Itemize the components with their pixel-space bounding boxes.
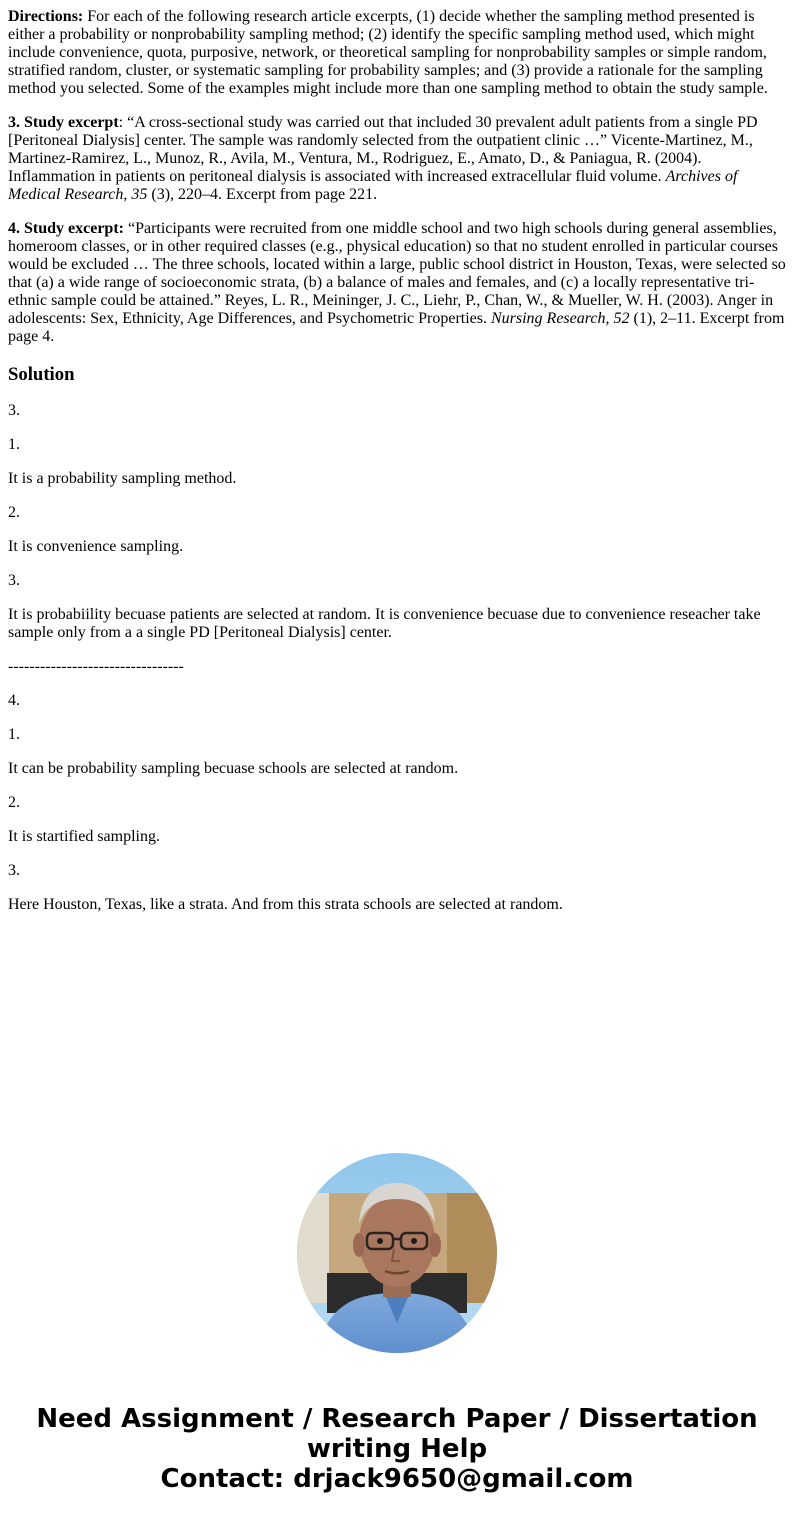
solution-line: 4. [8,692,20,709]
excerpt-3-label: 3. Study excerpt [8,114,119,131]
author-avatar [297,1153,497,1353]
solution-line: It is a probability sampling method. [8,470,237,487]
excerpt-4-journal: Nursing Research [490,310,606,327]
solution-line: It is convenience sampling. [8,538,184,555]
document-body [8,0,788,930]
excerpt-4-label: 4. Study excerpt: [8,220,124,237]
solution-heading: Solution [8,364,75,385]
solution-line: 2. [8,504,20,521]
excerpt-4-paragraph [8,220,788,346]
excerpt-3-journal: Archives of Medical Research [8,168,738,203]
solution-line: 3. [8,572,20,589]
footer-line-2: writing Help [306,1434,488,1464]
solution-divider: --------------------------------- [8,658,184,675]
excerpt-3-volume: 35 [131,186,148,203]
excerpt-4-separator: , [605,310,614,327]
directions-text: For each of the following research article excerpts, (1) decide whether the sampling method presented is either a probability or nonprobability sampling method; (2) identify the specific sampling method used, which might include convenience, quota, purposive, network, or theoretical sampling for nonprobability samples or simple random, stratified random, cluster, or systematic sampling for probability samples; and (3) provide a rationale for the sampling method you selected. Some of the examples might include more than one sampling method to obtain the study sample. [8,8,768,97]
solution-body [8,402,788,914]
solution-line: It is startified sampling. [8,828,160,845]
solution-line: It can be probability sampling becuase schools are selected at random. [8,760,459,777]
solution-line: Here Houston, Texas, like a strata. And from this strata schools are selected at random. [8,896,563,913]
solution-line: 3. [8,402,20,419]
excerpt-4-text: “Participants were recruited from one middle school and two high schools during general assemblies, homeroom classes, or in other required classes (e.g., physical education) so that no student enrolled in particular courses would be excluded … The three schools, located within a large, public school district in Houston, Texas, were selected so that (a) a wide range of socioeconomic strata, (b) a balance of males and females, and (c) a locally representative tri-ethnic sample could be attained.” Reyes, L. R., Meininger, J. C., Liehr, P., Chan, W., & Mueller, W. H. (2003). Anger in adolescents: Sex, Ethnicity, Age Differences, and Psychometric Properties. [8,220,786,327]
footer-contact: Contact: drjack9650@gmail.com [160,1464,634,1494]
solution-line: 3. [8,862,20,879]
footer-line-1: Need Assignment / Research Paper / Dissertation [36,1404,758,1434]
solution-line: It is probabiility becuase patients are selected at random. It is convenience becuase due to convenience reseacher take sample only from a a single PD [Peritoneal Dialysis] center. [8,606,761,641]
excerpt-3-pages: (3), 220–4. Excerpt from page 221. [147,186,378,203]
excerpt-4-volume: 52 [613,310,630,327]
solution-line: 1. [8,726,20,743]
excerpt-4-pages: (1), 2–11. Excerpt from page 4. [8,310,785,345]
excerpt-3-text: : “A cross-sectional study was carried out that included 30 prevalent adult patients from a single PD [Peritoneal Dialysis] center. The sample was randomly selected from the outpatient clinic …” Vicente-Martinez, M., Martinez-Ramirez, L., Munoz, R., Avila, M., Ventura, M., Rodriguez, E., Amato, D., & Paniagua, R. (2004). Inflammation in patients on peritoneal dialysis is associated with increased extracellular fluid volume. [8,114,758,185]
excerpt-3-paragraph [8,114,788,204]
solution-line: 1. [8,436,20,453]
footer-banner [0,1404,794,1494]
directions-paragraph [8,8,788,98]
author-photo-icon [297,1153,497,1353]
excerpt-3-separator: , [123,186,132,203]
directions-label: Directions: [8,8,84,25]
solution-line: 2. [8,794,20,811]
